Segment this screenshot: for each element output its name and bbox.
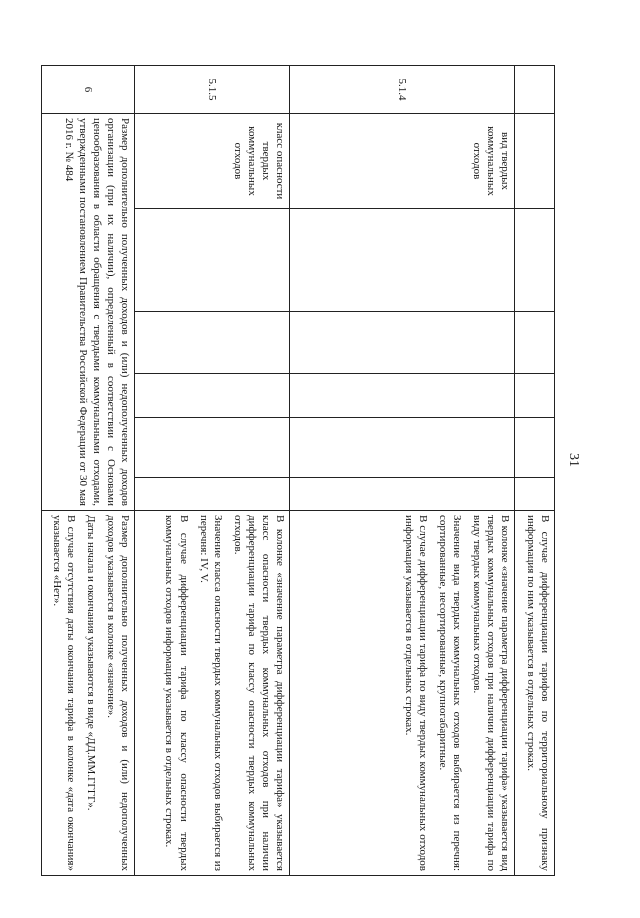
desc-paragraph: Значение вида твердых коммунальных отходов выбирается из перечня: сортированные, несортированные, крупногабаритные. [436,515,463,871]
desc-paragraph: Размер дополнительно полученных доходов и (или) недополученных доходов указывается в колонке «значение». [104,515,131,871]
desc-paragraph: В колонке «значение параметра дифференциации тарифа» указывается вид твердых коммунальных отходов при наличии дифференциации тарифа по виду твердых коммунальных отходов. [470,515,511,871]
row-name: вид твердых коммунальных отходов [290,114,515,209]
table-row-5-1-5 [135,66,290,876]
table-row-5-1-4 [290,66,515,876]
table-row-6 [41,66,134,876]
row-name: Размер дополнительно полученных доходов и (или) недополученных доходов организации (при их наличии), определенный в соответствии с Основами ценообразования в области обращения с твердыми коммунальными отходами, утвержденными постановлением Правительства Российской Федерации от 30 мая 2016 г. № 484 [41,114,134,511]
territorial-note: В случае дифференциации тарифов по территориальному признаку информация по ним указывается в отдельных строках. [515,511,555,876]
desc-paragraph: Даты начала и окончания указываются в виде «ДД.ММ.ГГГГ». [84,515,97,811]
requirements-table-rotated [35,65,555,875]
row-number: 5.1.4 [290,66,515,114]
table-row [515,66,555,876]
row-name: класс опасности твердых коммунальных отходов [135,114,290,209]
row-description [135,511,290,876]
desc-paragraph: В случае отсутствия даты окончания тарифа в колонке «дата окончания» указывается «Нет». [50,515,77,871]
desc-paragraph: В случае дифференциации тарифа по классу опасности твердых коммунальных отходов информация указывается в отдельных строках. [163,515,190,871]
row-number: 5.1.5 [135,66,290,114]
desc-paragraph: В колонке «значение параметра дифференциации тарифа» указывается класс опасности твердых коммунальных отходов при наличии дифференциации тарифа по классу опасности твердых коммунальных отходов. [231,515,286,871]
row-number: 6 [41,66,134,114]
desc-paragraph: Значение класса опасности твердых коммунальных отходов выбирается из перечня: IV, V. [197,515,224,871]
row-description [41,511,134,876]
row-description [290,511,515,876]
desc-paragraph: В случае дифференциации тарифа по виду твердых коммунальных отходов информация указывается в отдельных строках. [402,515,429,871]
requirements-table [41,65,555,876]
page-number: 31 [566,453,581,467]
